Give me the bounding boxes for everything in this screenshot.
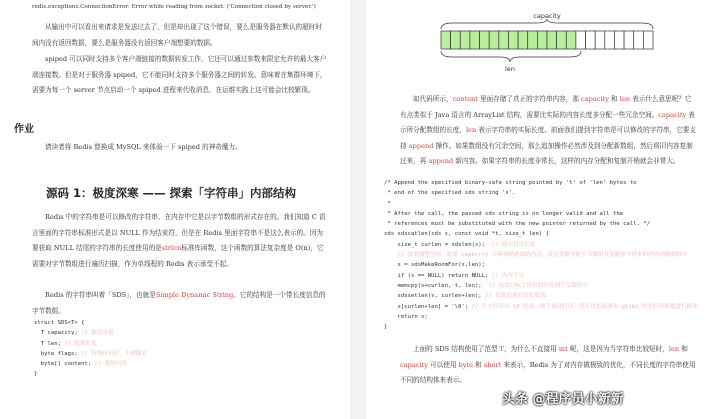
code-comment: // 原字符串长度 bbox=[491, 241, 536, 248]
inline-text: 里面存储了真正的字符串内容，那 bbox=[477, 95, 582, 103]
code-comment: // 追加目标字符串的内容到字节数组中 bbox=[488, 282, 589, 289]
code-line: * end of the specified sds string 's'. bbox=[384, 190, 516, 197]
byte-cell-filled bbox=[499, 31, 509, 49]
code-line: * bbox=[384, 200, 391, 207]
len-brace bbox=[441, 51, 581, 62]
byte-cell-empty bbox=[624, 31, 634, 49]
inline-keyword: len bbox=[668, 345, 680, 353]
sds-structure-diagram bbox=[430, 10, 670, 80]
code-line: * After the call, the passed sds string is no longer valid and all the bbox=[384, 210, 624, 217]
inline-text: 和 bbox=[473, 360, 484, 369]
code-line: s = sdsMakeRoomFor(s,len); bbox=[384, 262, 486, 269]
homework-text: 请读者将 Redis 替换成 MySQL 来体验一下 spiped 的神奇魔力。 bbox=[45, 143, 242, 151]
code-line: } bbox=[34, 371, 38, 378]
inline-text: 上面的 SDS 结构使用了范型 bbox=[413, 345, 500, 353]
section-title: 源码 1：极度深寒 —— 探索「字符串」内部结构 bbox=[46, 186, 297, 200]
byte-cell-filled bbox=[518, 31, 528, 49]
inline-keyword: append bbox=[408, 141, 434, 150]
byte-cell-filled bbox=[470, 31, 480, 49]
byte-cell-filled bbox=[480, 31, 490, 49]
error-output-line: redis.exceptions.ConnectionError: Error while reading from socket: ('Connection closed by server.') bbox=[32, 4, 316, 10]
byte-cell-empty bbox=[605, 31, 615, 49]
inline-text: 表示字符串的实际长度。前面我们提到字符串是可以修改的字符串，它要支持 bbox=[400, 126, 696, 150]
paragraph-sds-generic bbox=[400, 342, 696, 389]
code-comment: // 内存不足 bbox=[491, 272, 525, 279]
inline-text: 表示什么意思呢？它有点类似于 Java 语言的 ArrayList 结构，需要比实际的内容长度多分配一些冗余空间。 bbox=[400, 95, 692, 119]
inline-text: 和 bbox=[608, 95, 620, 103]
code-line: memcpy(s+curlen, t, len); // 追加目标字符串的内容到字节数组中 bbox=[384, 282, 589, 289]
inline-text: ，为什么不直接用 bbox=[503, 345, 559, 353]
paragraph-capacity-len bbox=[400, 92, 696, 170]
watermark-text: @程序员小新新 bbox=[532, 392, 624, 407]
inline-keyword: len bbox=[619, 95, 631, 103]
inline-keyword: len bbox=[465, 126, 477, 134]
byte-cell-empty bbox=[576, 31, 586, 49]
code-line: byte[] content; // 数组内容 bbox=[34, 361, 128, 368]
watermark-label: 头条 bbox=[502, 392, 529, 407]
paragraph-timeout: 从输出中可以看出来请求是发送过去了，但是却出现了这个错误，要么是服务器在默认的超时时间内没有返回数据，要么是服务器没有返回客户端想要的数据。 bbox=[32, 23, 322, 47]
code-line: /* Append the specified binary-safe string pointed by 't' of 'len' bytes to bbox=[384, 180, 637, 186]
inline-text: 呢，这是因为当字符串比较短时， bbox=[567, 345, 669, 353]
code-line: sdssetlen(s, curlen+len); // 设置追加后的长度值 bbox=[384, 293, 546, 300]
paragraph-sds: Redis 的字符串叫着「SDS」，也就是Simple Dynamic String。它的结构是一个带长度信息的字节数组。 bbox=[32, 291, 326, 315]
code-comment: // 让字符串以 \0 结尾，便于调试打印，还可以直接使用 glibc 的字符串函数进行操作 bbox=[471, 303, 698, 310]
byte-cell-empty bbox=[643, 31, 653, 49]
code-line: struct SDS<T> { bbox=[34, 320, 85, 326]
code-line: if (s == NULL) return NULL; // 内存不足 bbox=[384, 272, 525, 279]
code-comment: // 特殊标识位，不理睬它 bbox=[81, 350, 148, 357]
byte-array-cells bbox=[441, 31, 653, 49]
code-comment: // 数组容量 bbox=[81, 330, 114, 337]
inline-text: 表示所分配数组的长度， bbox=[400, 110, 695, 134]
code-line: sds sdscatlen(sds s, const void *t, size_t len) { bbox=[384, 231, 550, 238]
code-comment: // 设置追加后的长度值 bbox=[485, 293, 546, 300]
byte-cell-filled bbox=[508, 31, 518, 49]
byte-cell-empty bbox=[595, 31, 605, 49]
byte-cell-empty bbox=[586, 31, 596, 49]
inline-text: 如代码所示， bbox=[413, 95, 453, 103]
code-line: T len; // 数组长度 bbox=[34, 340, 97, 347]
byte-cell-filled bbox=[528, 31, 538, 49]
inline-keyword: capacity bbox=[658, 110, 687, 119]
paragraph-redis-strings: Redis 中的字符串是可以修改的字符串，在内存中它是以字节数组的形式存在的。我们知道 C 语言里面的字符串标准形式是以 NULL 作为结束符，但是在 Redis 里面字符串不是这么表示的。因为要获取 NULL 结尾的字符串的长度使用的是strlen标准库函数，这个函数的算法复杂度是 O(n)，它需要对字节数组进行遍历扫描，作为单线程的 Redis 表示承受不起。 bbox=[32, 213, 326, 268]
sds-keyword: Simple Dynamic String bbox=[155, 291, 234, 299]
byte-cell-filled bbox=[489, 31, 499, 49]
byte-cell-filled bbox=[547, 31, 557, 49]
right-page bbox=[366, 0, 720, 419]
strlen-keyword: strlen bbox=[161, 244, 182, 252]
paragraph-spiped-clients: spiped 可以同时支持多个客户端链接的数据转发工作，它还可以通过参数来限定允许的最大客户端连接数。但是对于服务器 spiped，它不能同时支持多个服务器之间的转发。意味着在集群环境下，需要为每一个 server 节点启动一个 spiped 进程来代收消息，在运维实践上这可能会比较繁琐。 bbox=[32, 55, 327, 94]
code-comment: // 按需调整空间，如果 capacity 不够容纳追加的内容，就会重新分配字节数组并复制原字符串的内容到新数组中 bbox=[397, 252, 688, 259]
inline-keyword: capacity bbox=[400, 360, 428, 369]
inline-text: 可以使用 bbox=[427, 360, 459, 369]
inline-keyword: capacity bbox=[581, 95, 609, 103]
homework-heading: 作业 bbox=[14, 124, 34, 135]
code-comment: // 数组长度 bbox=[64, 340, 97, 347]
code-line: byte flags; // 特殊标识位，不理睬它 bbox=[34, 350, 148, 357]
code-line: size_t curlen = sdslen(s); // 原字符串长度 bbox=[384, 241, 536, 248]
left-page bbox=[0, 0, 350, 419]
code-line: s[curlen+len] = '\0'; // 让字符串以 \0 结尾，便于调试打印，还可以直接使用 glibc 的字符串函数进行操作 bbox=[384, 303, 698, 310]
inline-text: 和 bbox=[679, 345, 688, 353]
inline-keyword: content bbox=[452, 95, 478, 103]
code-line: T capacity; // 数组容量 bbox=[34, 330, 114, 337]
inline-text: 操作。如果数组没有冗余空间，那么追加操作必然涉及到分配新数组，然后将旧内容复制过来，再 bbox=[400, 141, 693, 165]
inline-keyword: byte bbox=[458, 360, 474, 369]
code-comment: // 数组内容 bbox=[94, 361, 128, 368]
inline-keyword: append bbox=[428, 157, 454, 165]
byte-cell-filled bbox=[460, 31, 470, 49]
sds-struct-code bbox=[34, 318, 147, 380]
inline-keyword: T bbox=[499, 345, 504, 353]
watermark bbox=[502, 388, 624, 407]
byte-cell-filled bbox=[566, 31, 576, 49]
inline-text: 来表示，Redis 为了对内存做极致的优化，不同长度的字符串使用不同的结构体来表示。 bbox=[400, 360, 696, 384]
code-line bbox=[384, 250, 702, 260]
byte-cell-filled bbox=[441, 31, 451, 49]
code-line: return s; bbox=[384, 313, 428, 320]
byte-cell-filled bbox=[537, 31, 547, 49]
byte-cell-filled bbox=[557, 31, 567, 49]
capacity-label: capacity bbox=[533, 12, 561, 20]
code-line: } bbox=[384, 324, 388, 331]
sdscatlen-code bbox=[384, 178, 702, 332]
byte-cell-empty bbox=[634, 31, 644, 49]
inline-keyword: short bbox=[483, 360, 502, 369]
code-line: * references must be substituted with the new pointer returned by the call. */ bbox=[384, 221, 651, 228]
inline-text: 新内容。如果字符串的长度非常长，这样的内存分配和复制开销就会非常大。 bbox=[453, 157, 680, 165]
byte-cell-empty bbox=[614, 31, 624, 49]
inline-keyword: int bbox=[558, 345, 568, 353]
len-label: len bbox=[505, 65, 515, 73]
capacity-brace bbox=[441, 19, 653, 29]
byte-cell-filled bbox=[451, 31, 461, 49]
